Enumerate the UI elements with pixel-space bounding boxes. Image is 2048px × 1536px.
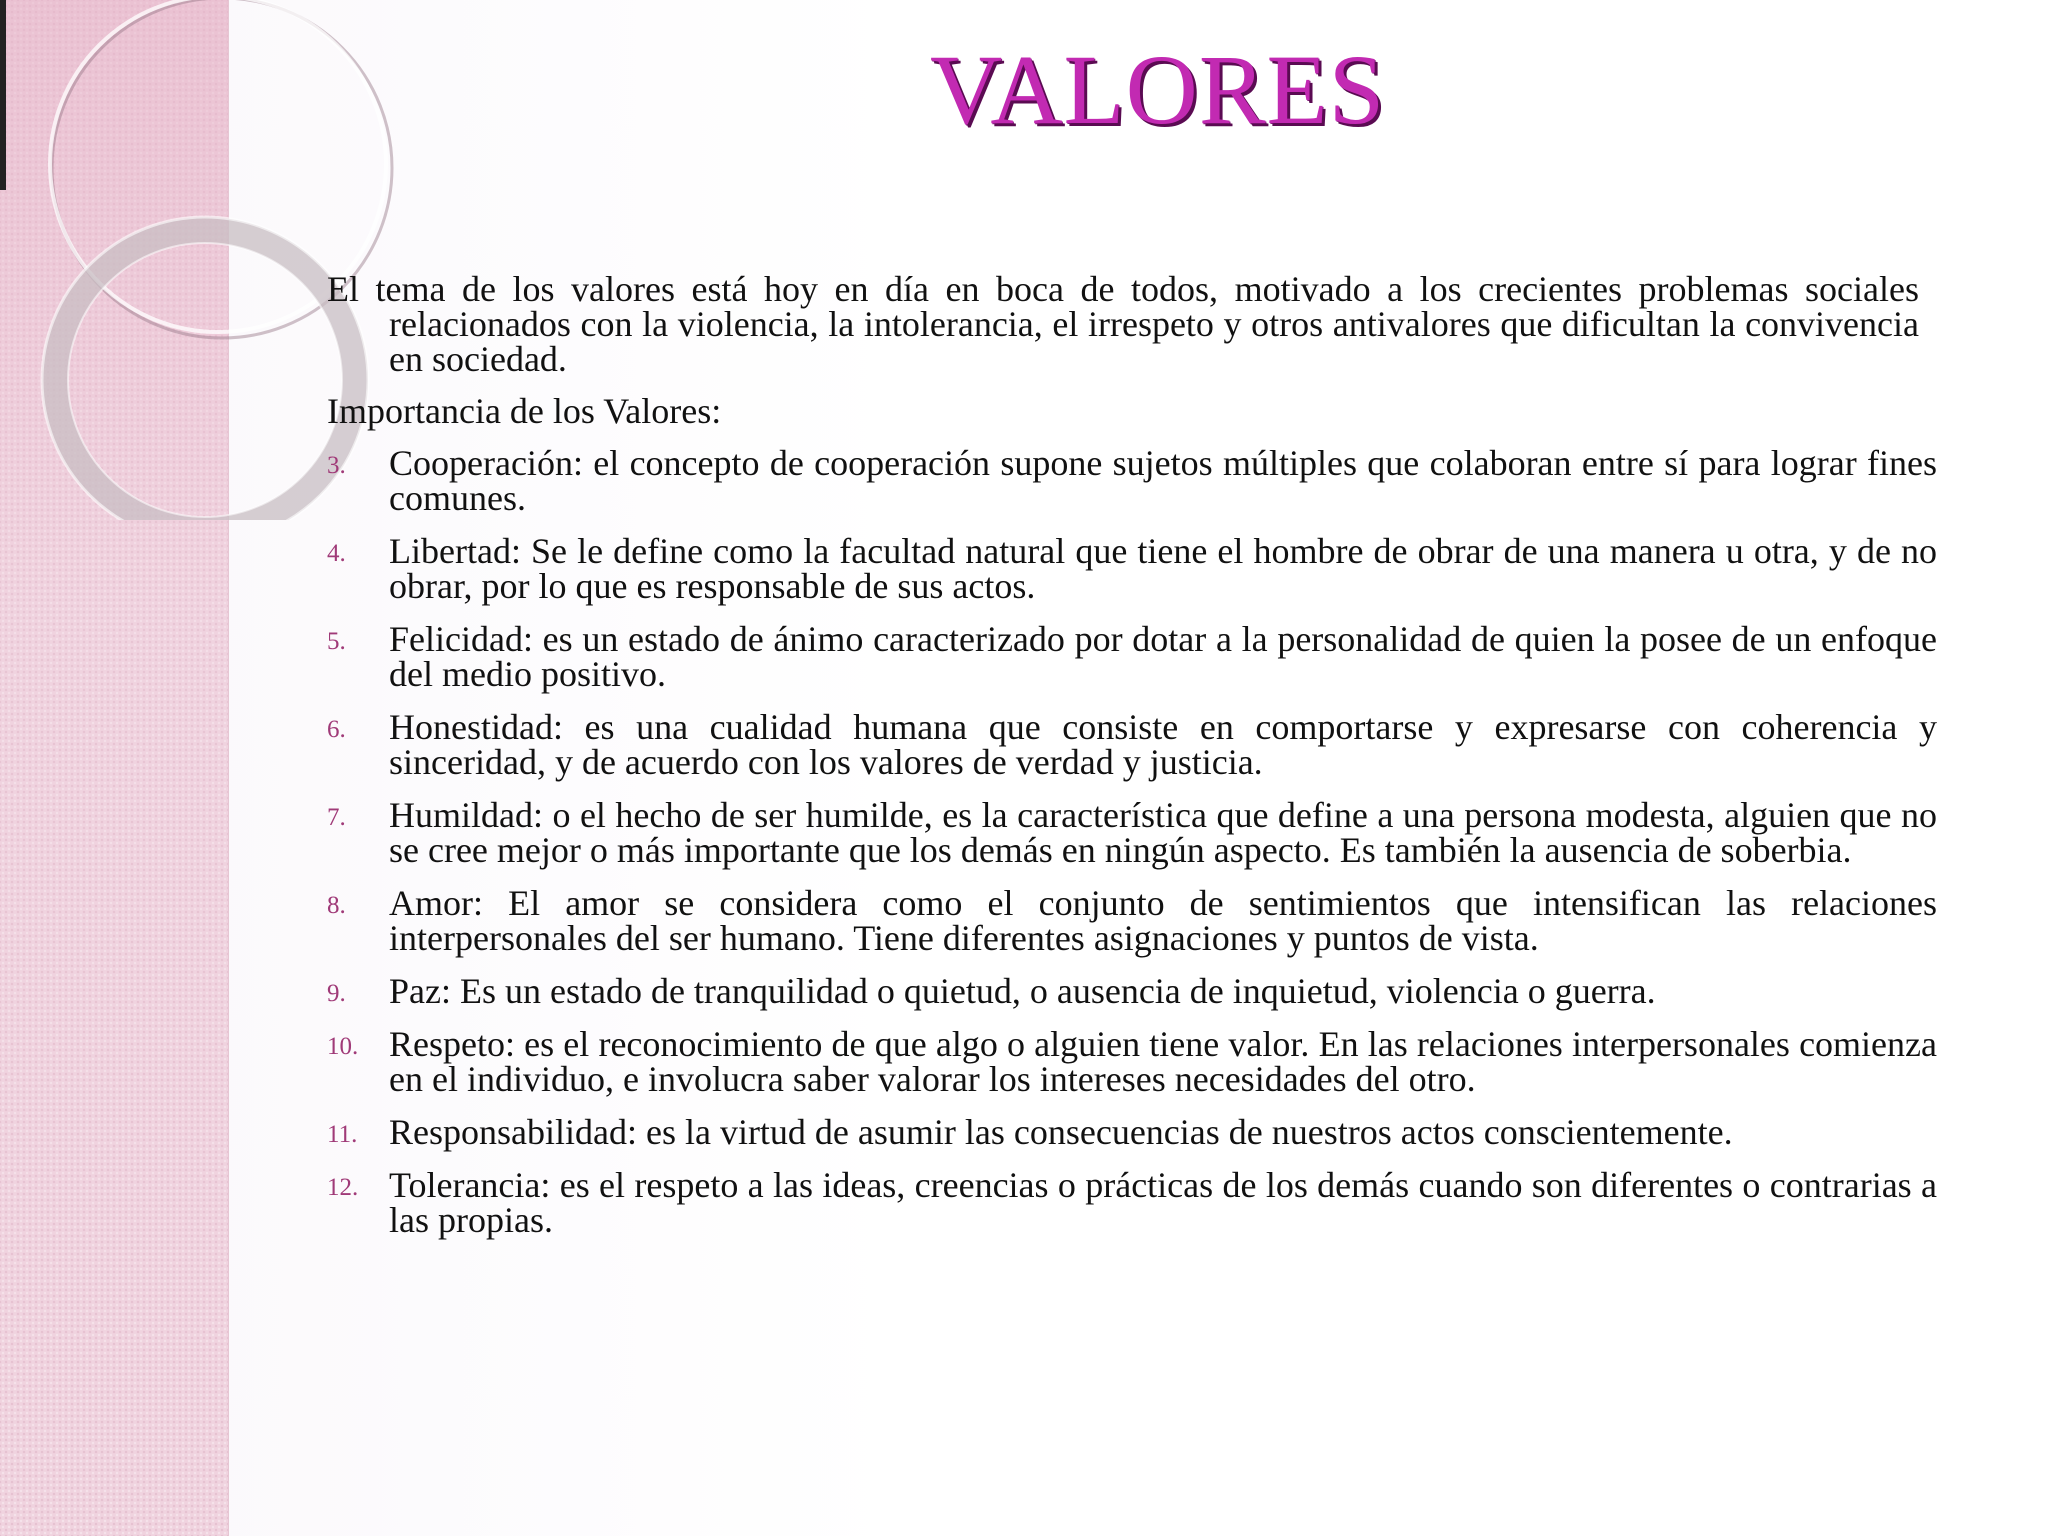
- list-number: 8.: [327, 892, 346, 919]
- list-item-responsabilidad: [327, 1112, 1937, 1152]
- values-list: [327, 443, 1937, 1256]
- list-number: 4.: [327, 540, 346, 567]
- importance-subheading: Importancia de los Valores:: [327, 391, 722, 431]
- list-number: 12.: [327, 1174, 359, 1201]
- list-item-felicidad: [327, 619, 1937, 694]
- list-item-humildad: [327, 795, 1937, 870]
- list-item-libertad: [327, 531, 1937, 606]
- list-item-amor: [327, 883, 1937, 958]
- list-number: 11.: [327, 1121, 358, 1148]
- intro-paragraph: El tema de los valores está hoy en día en boca de todos, motivado a los crecientes problemas sociales relacionados con la violencia, la intolerancia, el irrespeto y otros antivalores que dificultan la convivencia en sociedad.: [327, 269, 1919, 379]
- list-number: 9.: [327, 980, 346, 1007]
- list-number: 5.: [327, 628, 346, 655]
- list-number: 7.: [327, 804, 346, 831]
- list-item-respeto: [327, 1024, 1937, 1099]
- list-item-cooperacion: [327, 443, 1937, 518]
- list-item-text: Paz: Es un estado de tranquilidad o quietud, o ausencia de inquietud, violencia o guerra.: [389, 971, 1656, 1011]
- list-item-paz: [327, 971, 1937, 1011]
- list-number: 3.: [327, 452, 346, 479]
- list-number: 10.: [327, 1033, 359, 1060]
- list-item-text: Amor: El amor se considera como el conjunto de sentimientos que intensifican las relaciones interpersonales del ser humano. Tiene diferentes asignaciones y puntos de vista.: [389, 883, 1937, 958]
- list-number: 6.: [327, 716, 346, 743]
- slide-title: VALORES: [930, 34, 1386, 145]
- list-item-text: Honestidad: es una cualidad humana que consiste en comportarse y expresarse con coherencia y sinceridad, y de acuerdo con los valores de verdad y justicia.: [389, 707, 1937, 782]
- list-item-text: Responsabilidad: es la virtud de asumir las consecuencias de nuestros actos conscientemente.: [389, 1112, 1733, 1152]
- list-item-text: Tolerancia: es el respeto a las ideas, creencias o prácticas de los demás cuando son diferentes o contrarias a las propias.: [389, 1165, 1937, 1240]
- list-item-text: Felicidad: es un estado de ánimo caracterizado por dotar a la personalidad de quien la posee de un enfoque del medio positivo.: [389, 619, 1937, 694]
- list-item-tolerancia: [327, 1165, 1937, 1240]
- list-item-text: Humildad: o el hecho de ser humilde, es la característica que define a una persona modesta, alguien que no se cree mejor o más importante que los demás en ningún aspecto. Es también la ausencia de soberbia.: [389, 795, 1937, 870]
- list-item-text: Libertad: Se le define como la facultad natural que tiene el hombre de obrar de una manera u otra, y de no obrar, por lo que es responsable de sus actos.: [389, 531, 1937, 606]
- list-item-honestidad: [327, 707, 1937, 782]
- list-item-text: Cooperación: el concepto de cooperación supone sujetos múltiples que colaboran entre sí para lograr fines comunes.: [389, 443, 1937, 518]
- list-item-text: Respeto: es el reconocimiento de que algo o alguien tiene valor. En las relaciones interpersonales comienza en el individuo, e involucra saber valorar los intereses necesidades del otro.: [389, 1024, 1937, 1099]
